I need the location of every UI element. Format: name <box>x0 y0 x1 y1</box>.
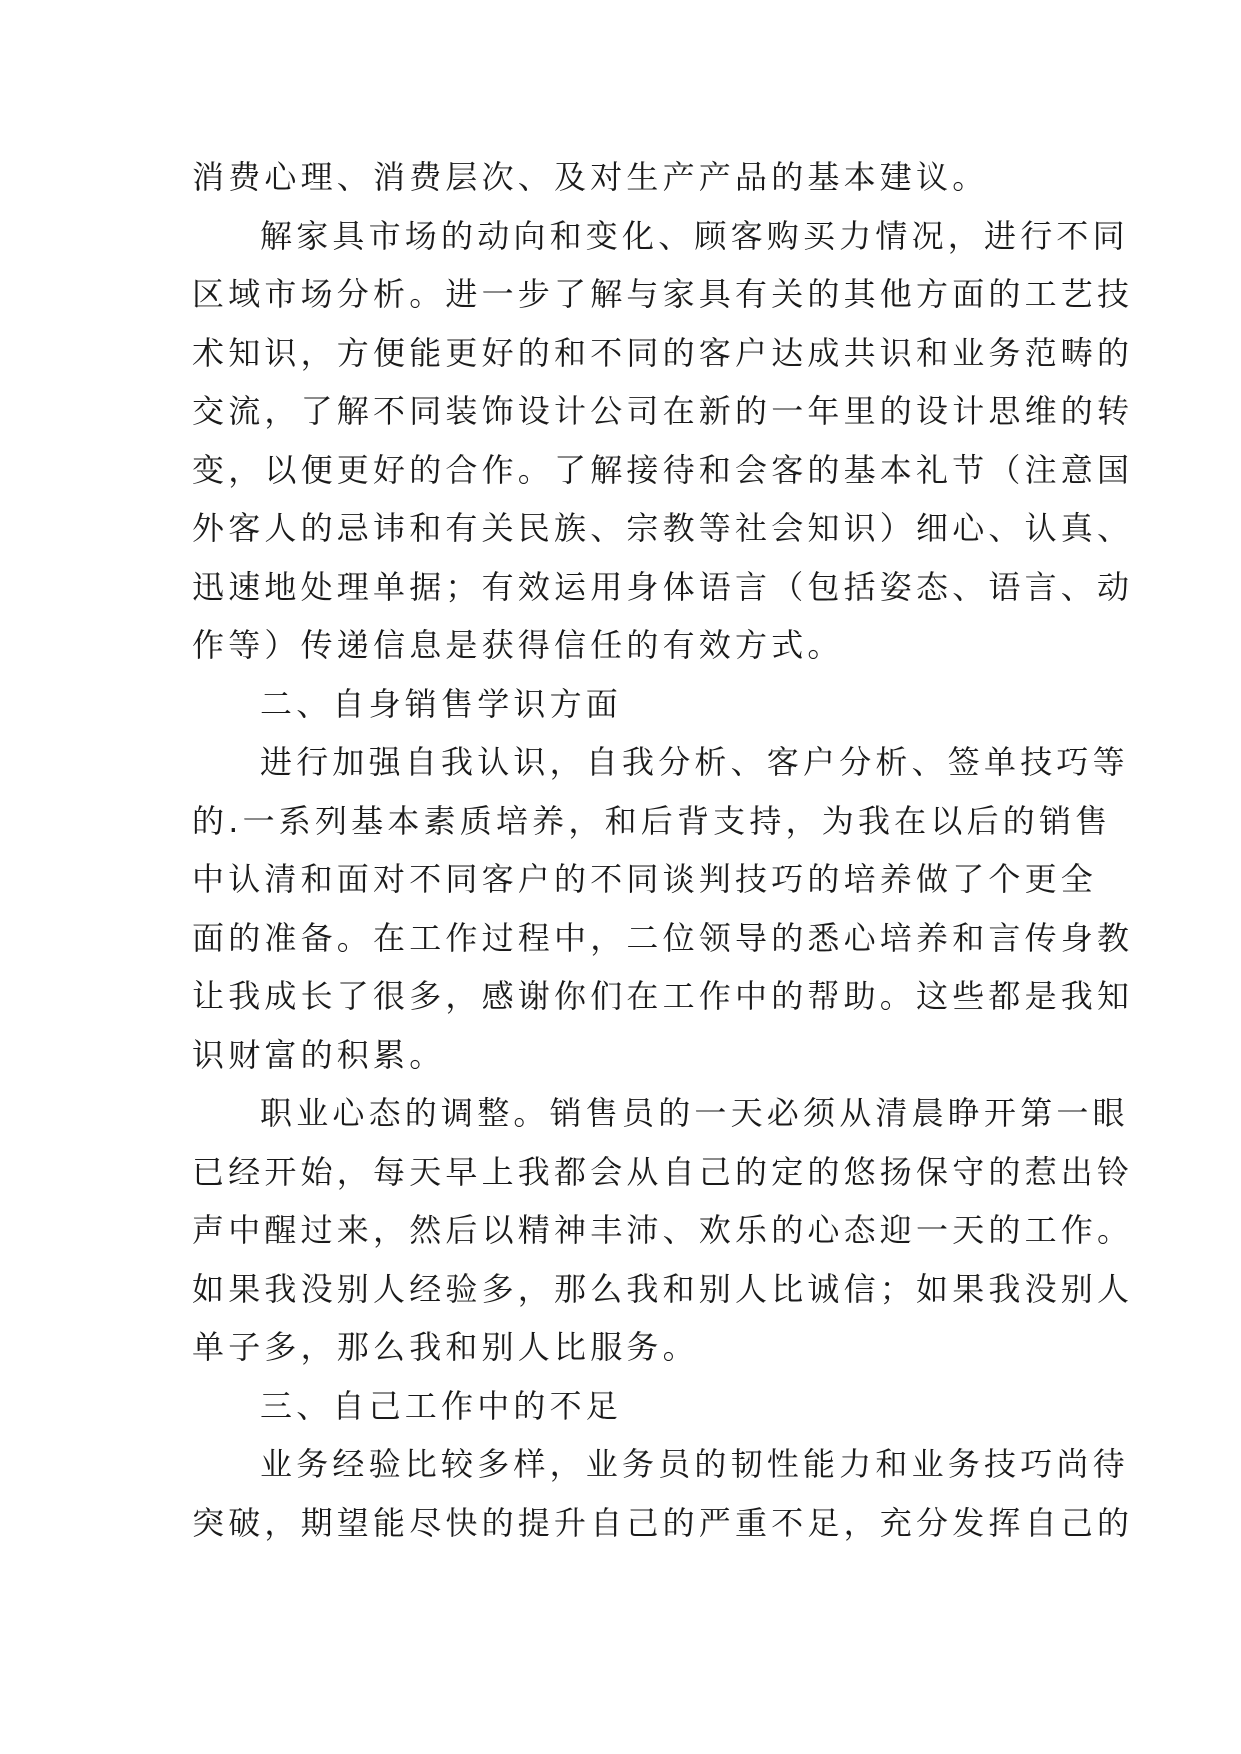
text-line: 已经开始，每天早上我都会从自己的定的悠扬保守的惹出铃 <box>192 1152 1134 1191</box>
document-body <box>192 148 1134 1552</box>
text-line: 的.一系列基本素质培养，和后背支持，为我在以后的销售 <box>192 801 1112 840</box>
text-line: 中认清和面对不同客户的不同谈判技巧的培养做了个更全 <box>192 860 1098 898</box>
text-line: 声中醒过来，然后以精神丰沛、欢乐的心态迎一天的工作。 <box>192 1211 1134 1249</box>
text-line: 让我成长了很多，感谢你们在工作中的帮助。这些都是我知 <box>192 977 1134 1015</box>
text-line: 业务经验比较多样，业务员的韧性能力和业务技巧尚待 <box>260 1445 1129 1483</box>
text-line: 变，以便更好的合作。了解接待和会客的基本礼节（注意国 <box>192 450 1134 489</box>
text-line: 单子多，那么我和别人比服务。 <box>192 1328 699 1366</box>
section-heading: 二、自身销售学识方面 <box>260 684 623 723</box>
text-line: 消费心理、消费层次、及对生产产品的基本建议。 <box>192 158 989 196</box>
text-line: 面的准备。在工作过程中，二位领导的悉心培养和言传身教 <box>192 918 1134 957</box>
text-line: 交流，了解不同装饰设计公司在新的一年里的设计思维的转 <box>192 392 1134 430</box>
text-line: 区域市场分析。进一步了解与家具有关的其他方面的工艺技 <box>192 275 1134 313</box>
text-line: 如果我没别人经验多，那么我和别人比诚信；如果我没别人 <box>192 1269 1134 1308</box>
text-line: 迅速地处理单据；有效运用身体语言（包括姿态、语言、动 <box>192 567 1134 606</box>
text-line: 突破，期望能尽快的提升自己的严重不足，充分发挥自己的 <box>192 1503 1134 1542</box>
text-line: 作等）传递信息是获得信任的有效方式。 <box>192 626 844 664</box>
text-line: 解家具市场的动向和变化、顾客购买力情况，进行不同 <box>260 216 1129 255</box>
text-line: 职业心态的调整。销售员的一天必须从清晨睁开第一眼 <box>260 1094 1129 1132</box>
section-heading: 三、自己工作中的不足 <box>260 1386 623 1425</box>
text-line: 进行加强自我认识，自我分析、客户分析、签单技巧等 <box>260 743 1129 781</box>
text-line: 外客人的忌讳和有关民族、宗教等社会知识）细心、认真、 <box>192 509 1134 547</box>
text-line: 术知识，方便能更好的和不同的客户达成共识和业务范畴的 <box>192 333 1134 372</box>
text-line: 识财富的积累。 <box>192 1035 446 1074</box>
